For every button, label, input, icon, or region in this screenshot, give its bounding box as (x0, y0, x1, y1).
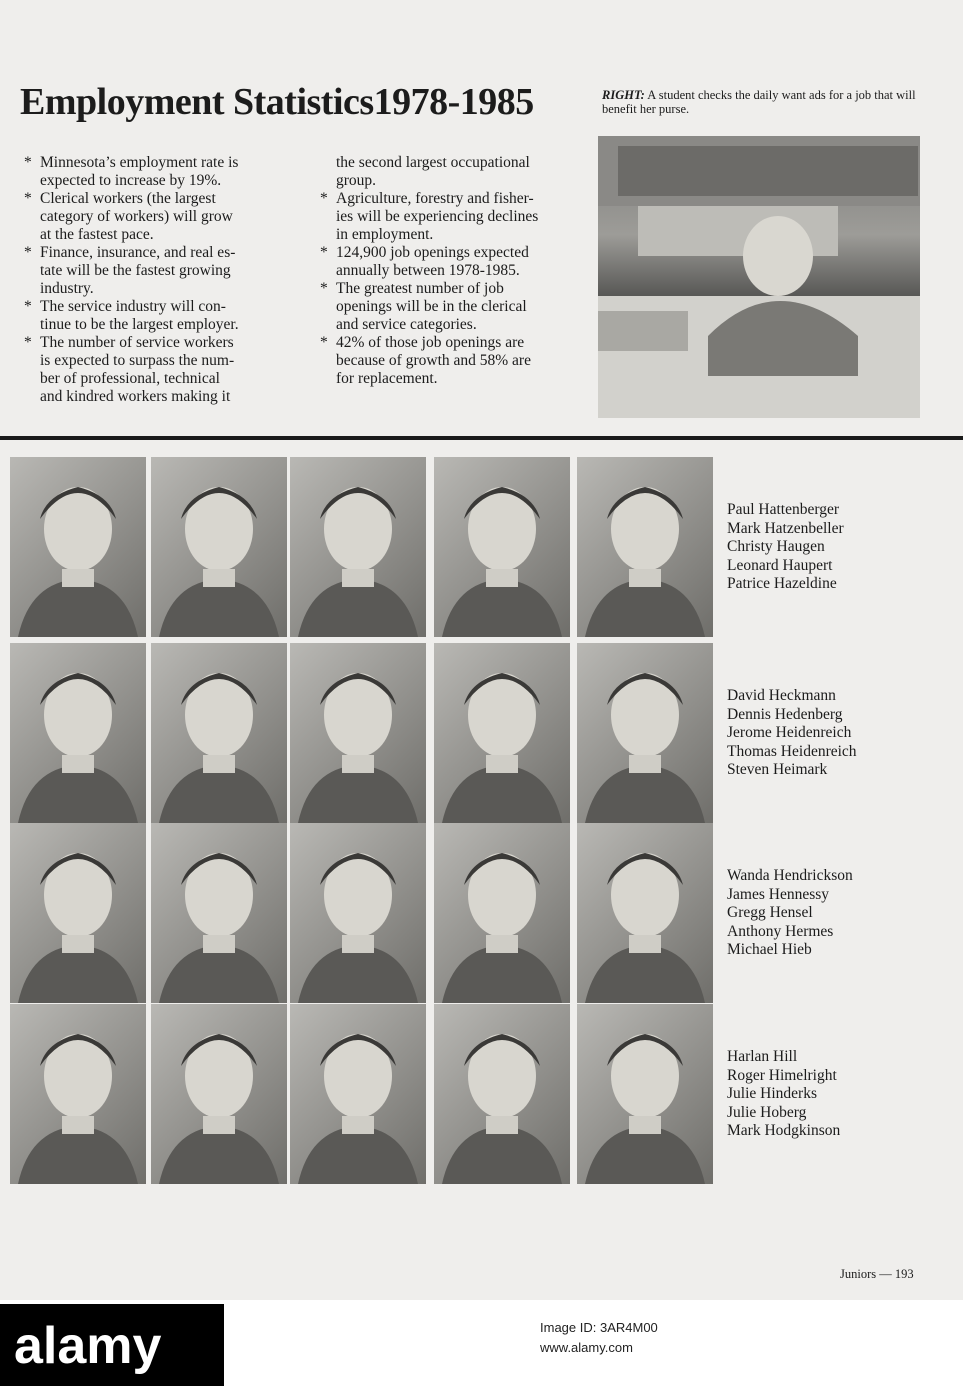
photo-caption (602, 88, 932, 116)
student-name: James Hennessy (727, 885, 830, 903)
name-list (727, 687, 857, 780)
student-name: Harlan Hill (727, 1048, 798, 1065)
bullet-star: * (24, 244, 32, 261)
student-name: Julie Hinderks (727, 1085, 817, 1102)
bullet-item (320, 334, 580, 388)
bullet-item (24, 190, 284, 244)
student-portrait (434, 1004, 570, 1184)
name-list (727, 1048, 840, 1141)
student-name: Leonard Haupert (727, 556, 833, 574)
student-name: Jerome Heidenreich (727, 724, 852, 741)
bullet-text: Minnesota’s employment rate is expected to increase by 19%. (40, 154, 239, 189)
watermark-info (540, 1318, 658, 1358)
student-portrait (434, 457, 570, 637)
bullet-star: * (24, 190, 32, 207)
student-name: Dennis Hedenberg (727, 705, 843, 723)
student-portrait (290, 1004, 426, 1184)
student-name: Mark Hatzenbeller (727, 519, 844, 537)
student-portrait (434, 643, 570, 823)
bullet-text: Clerical workers (the largest category of workers) will grow at the fastest pace. (40, 190, 233, 243)
bullet-item (320, 244, 580, 280)
section-divider (0, 436, 963, 440)
bullet-item (24, 298, 284, 334)
page-title: Employment Statistics1978-1985 (20, 81, 534, 123)
student-name: Thomas Heidenreich (727, 742, 857, 760)
bullet-star: * (320, 334, 328, 351)
name-list (727, 867, 853, 960)
student-portrait (10, 643, 146, 823)
student-photo (598, 136, 920, 418)
student-portrait (151, 1004, 287, 1184)
student-name: Patrice Hazeldine (727, 575, 837, 592)
student-portrait (577, 457, 713, 637)
caption-text: A student checks the daily want ads for a job that will benefit her purse. (602, 88, 916, 116)
image-id: Image ID: 3AR4M00 (540, 1320, 658, 1335)
student-name: Anthony Hermes (727, 922, 834, 940)
student-name: Roger Himelright (727, 1066, 837, 1084)
student-name: Steven Heimark (727, 761, 828, 778)
student-portrait (10, 823, 146, 1003)
student-portrait (151, 823, 287, 1003)
bullet-item (320, 190, 580, 244)
student-portrait (290, 643, 426, 823)
bullet-star: * (24, 334, 32, 351)
bullet-text: The service industry will con- tinue to be the largest employer. (40, 298, 239, 333)
bullet-text: 124,900 job openings expected annually between 1978-1985. (336, 244, 529, 279)
student-portrait (290, 457, 426, 637)
student-name: Julie Hoberg (727, 1103, 807, 1121)
bullet-text: Agriculture, forestry and fisher- ies will be experiencing declines in employment. (336, 190, 539, 243)
bullet-item (24, 244, 284, 298)
bullets-column-1 (24, 154, 284, 406)
bullet-star: * (320, 244, 328, 261)
student-name: Christy Haugen (727, 538, 825, 555)
student-portrait (434, 823, 570, 1003)
site-url: www.alamy.com (540, 1340, 633, 1355)
student-portrait (10, 1004, 146, 1184)
bullet-item (24, 154, 284, 190)
student-name: Mark Hodgkinson (727, 1122, 841, 1139)
bullet-star: * (320, 190, 328, 207)
bullets-column-2 (320, 154, 580, 388)
bullet-item (24, 334, 284, 406)
bullet-text: 42% of those job openings are because of growth and 58% are for replacement. (336, 334, 531, 387)
student-portrait (10, 457, 146, 637)
student-name: Michael Hieb (727, 941, 812, 958)
student-name: Paul Hattenberger (727, 501, 840, 518)
student-portrait (577, 1004, 713, 1184)
name-list (727, 501, 844, 594)
page-footer: Juniors — 193 (840, 1267, 914, 1281)
student-name: Gregg Hensel (727, 904, 813, 921)
student-portrait (577, 823, 713, 1003)
bullet-star: * (320, 280, 328, 297)
bullet-text: The greatest number of job openings will be in the clerical and service categories. (336, 280, 527, 333)
student-name: Wanda Hendrickson (727, 867, 853, 884)
watermark-logo: alamy (0, 1304, 224, 1386)
student-portrait (577, 643, 713, 823)
bullet-star: * (24, 298, 32, 315)
student-name: David Heckmann (727, 687, 836, 704)
bullet-continuation: the second largest occupational group. (336, 154, 530, 189)
bullet-item (320, 280, 580, 334)
student-portrait (151, 457, 287, 637)
caption-lead: RIGHT: (602, 88, 645, 102)
bullet-text: The number of service workers is expected to surpass the num- ber of professional, technical and kindred workers making it (40, 334, 235, 405)
student-portrait (151, 643, 287, 823)
student-portrait (290, 823, 426, 1003)
bullet-star: * (24, 154, 32, 171)
bullet-text: Finance, insurance, and real es- tate will be the fastest growing industry. (40, 244, 236, 297)
